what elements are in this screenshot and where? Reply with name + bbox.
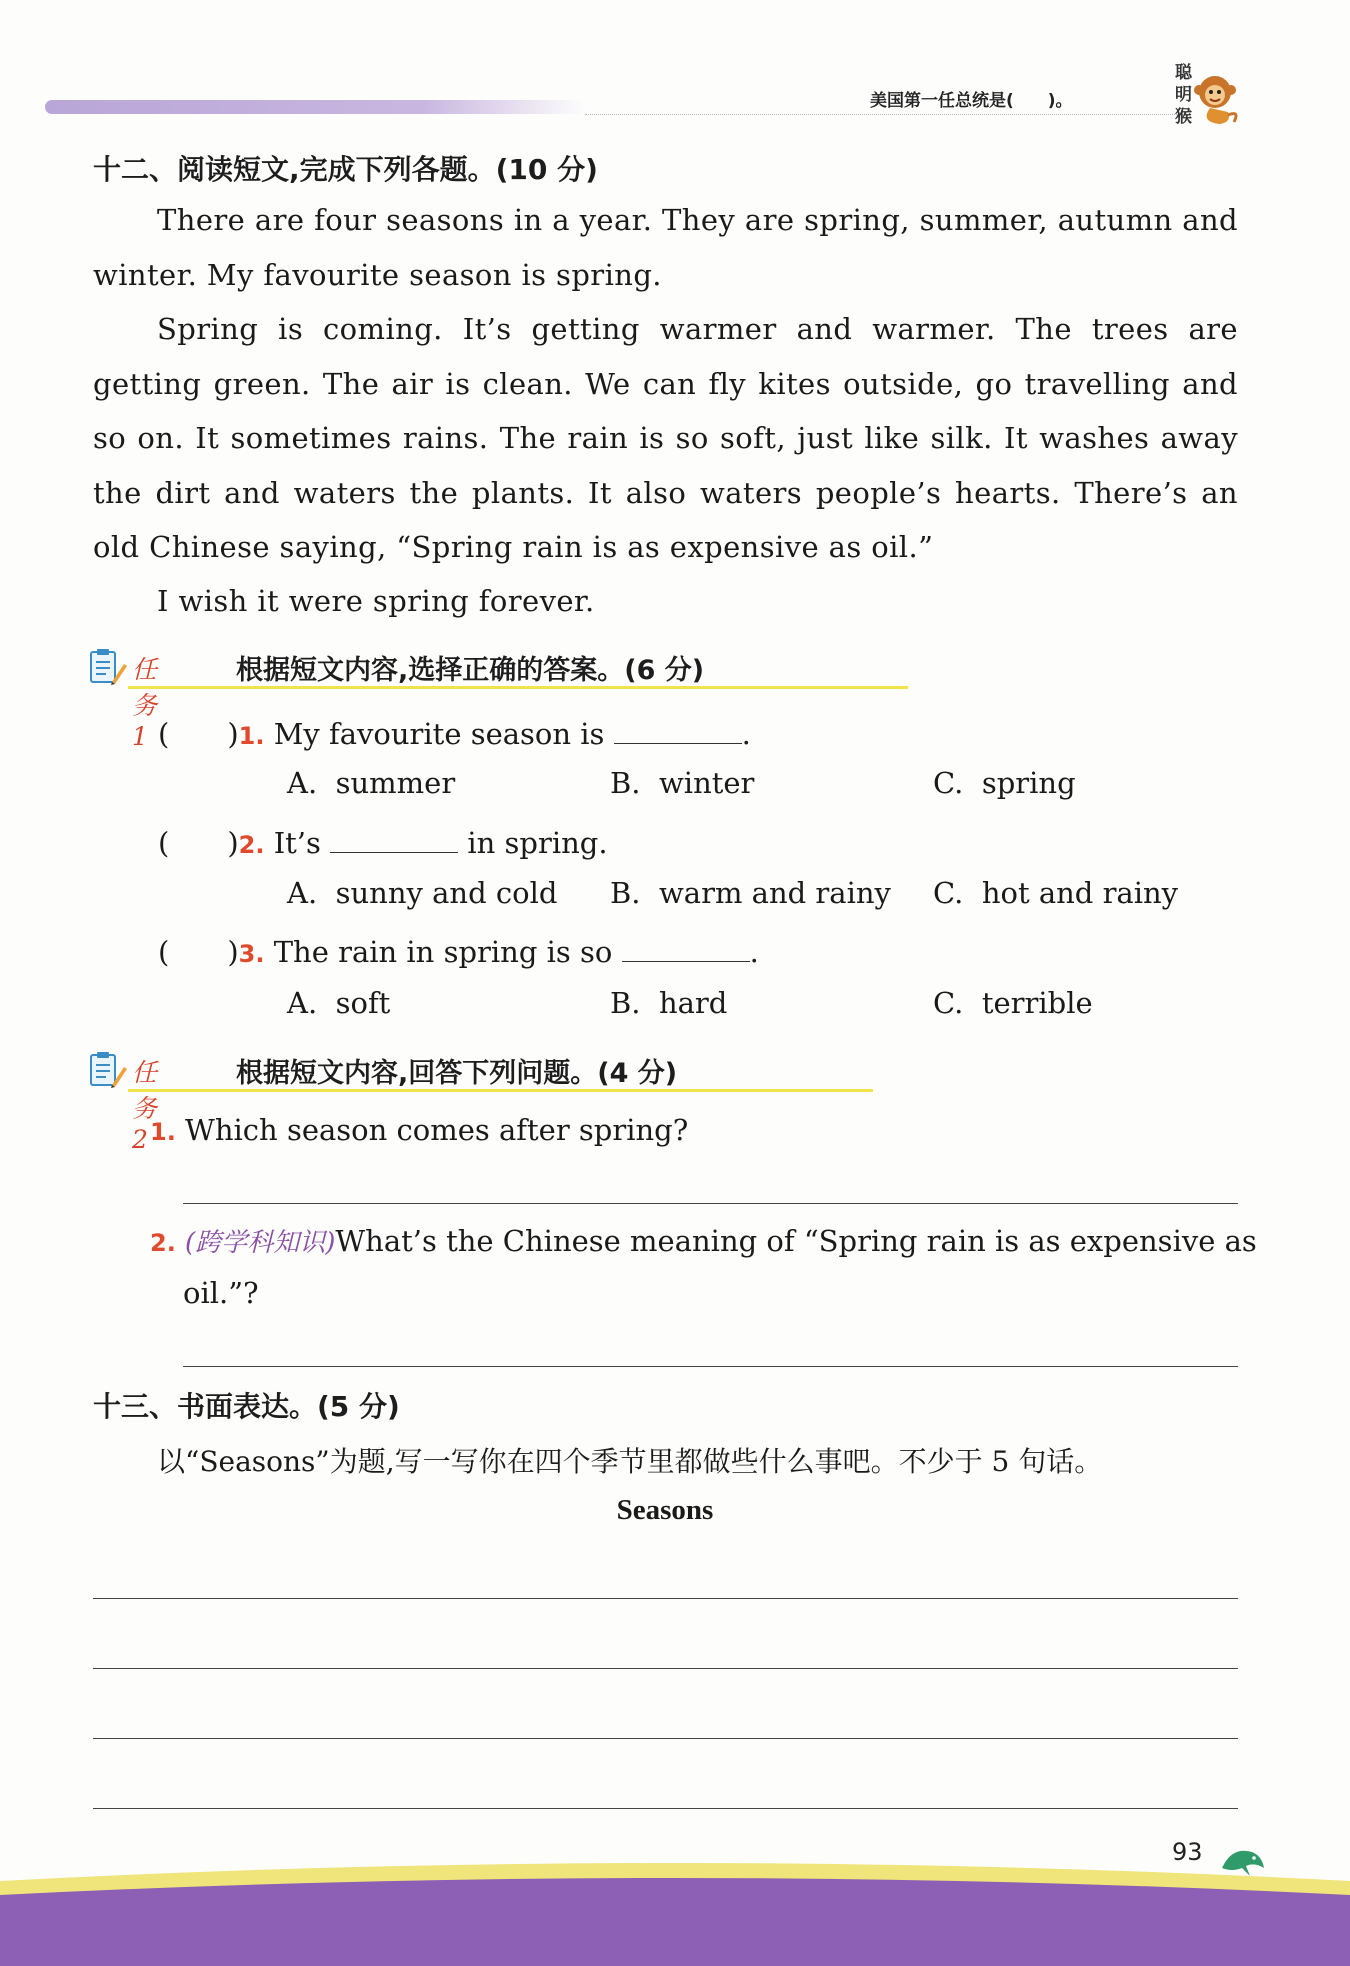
page-number: 93 <box>1172 1838 1203 1866</box>
question-text: Which season comes after spring? <box>185 1113 689 1147</box>
option-c[interactable]: C. terrible <box>933 986 1093 1020</box>
passage-paragraph-3: I wish it were spring forever. <box>157 584 595 618</box>
question-text-end: . <box>749 935 759 969</box>
question-text-end: in spring. <box>467 826 608 860</box>
answer-line[interactable] <box>183 1203 1238 1204</box>
essay-title: Seasons <box>616 1494 714 1526</box>
section13-heading: 十三、书面表达。(5 分) <box>93 1390 400 1423</box>
task1-tag: 任务1 <box>132 655 158 751</box>
passage-paragraph-1: There are four seasons in a year. They are spring, summer, autumn and winter. My favourite season is spring. <box>93 203 1238 292</box>
writing-line[interactable] <box>93 1808 1238 1809</box>
header-riddle: 美国第一任总统是( )。 <box>870 91 1073 111</box>
option-b[interactable]: B. warm and rainy <box>610 876 891 910</box>
answer-line[interactable] <box>183 1366 1238 1367</box>
section12-heading: 十二、阅读短文,完成下列各题。(10 分) <box>93 153 598 186</box>
option-c[interactable]: C. spring <box>933 766 1076 800</box>
task2-question-1 <box>150 1113 688 1147</box>
brand-label: 聪明猴 <box>1175 63 1192 127</box>
answer-bracket[interactable]: ( ) <box>158 826 239 860</box>
question-number: 2. <box>150 1229 176 1257</box>
writing-line[interactable] <box>93 1668 1238 1669</box>
option-c[interactable]: C. hot and rainy <box>933 876 1179 910</box>
answer-bracket[interactable]: ( ) <box>158 935 239 969</box>
task2-underline <box>128 1089 873 1092</box>
task2-question-2-cont <box>183 1276 259 1310</box>
fill-blank[interactable] <box>614 719 742 744</box>
task1-title: 根据短文内容,选择正确的答案。(6 分) <box>236 655 705 686</box>
footer-wave-band <box>0 1855 1350 1966</box>
option-a[interactable]: A. soft <box>287 986 391 1020</box>
option-a[interactable]: A. summer <box>287 766 456 800</box>
clipboard-pencil-icon <box>88 646 128 686</box>
cross-subject-tag: (跨学科知识) <box>185 1228 336 1258</box>
fill-blank[interactable] <box>622 937 750 962</box>
question-text: The rain in spring is so <box>273 935 613 969</box>
task1-question-3 <box>158 930 759 971</box>
answer-bracket[interactable]: ( ) <box>158 717 239 751</box>
option-b[interactable]: B. hard <box>610 986 728 1020</box>
question-number: 1. <box>238 722 265 750</box>
task1-question-2 <box>158 821 608 862</box>
option-b[interactable]: B. winter <box>610 766 755 800</box>
question-text: What’s the Chinese meaning of “Spring rain is as expensive as <box>335 1224 1257 1258</box>
task1-question-1 <box>158 712 751 753</box>
writing-line[interactable] <box>93 1598 1238 1599</box>
question-text: My favourite season is <box>273 717 605 751</box>
question-text: It’s <box>273 826 321 860</box>
passage-paragraph-2: Spring is coming. It’s getting warmer and warmer. The trees are getting green. The air is clean. We can fly kites outside, go travelling and so on. It sometimes rains. The rain is so soft, just like silk. It washes away the dirt and waters the plants. It also waters people’s hearts. There’s an old Chinese saying, “Spring rain is as expensive as oil.” <box>93 312 1238 564</box>
writing-instruction: 以“Seasons”为题,写一写你在四个季节里都做些什么事吧。不少于 5 句话。 <box>157 1445 1103 1478</box>
question-text-end: . <box>741 717 751 751</box>
writing-line[interactable] <box>93 1738 1238 1739</box>
clipboard-pencil-icon <box>88 1049 128 1089</box>
task2-tag: 任务2 <box>132 1058 158 1154</box>
task2-title: 根据短文内容,回答下列问题。(4 分) <box>236 1058 678 1089</box>
question-number: 3. <box>238 940 265 968</box>
header-band <box>45 100 585 114</box>
task2-question-2 <box>150 1222 1257 1259</box>
question-number: 2. <box>238 831 265 859</box>
header-rule <box>585 114 1185 115</box>
question-number: 1. <box>150 1118 176 1146</box>
fill-blank[interactable] <box>330 828 458 853</box>
monkey-logo-icon <box>1170 60 1240 130</box>
option-a[interactable]: A. sunny and cold <box>287 876 558 910</box>
question-text: oil.”? <box>183 1276 259 1310</box>
task1-underline <box>128 686 908 689</box>
